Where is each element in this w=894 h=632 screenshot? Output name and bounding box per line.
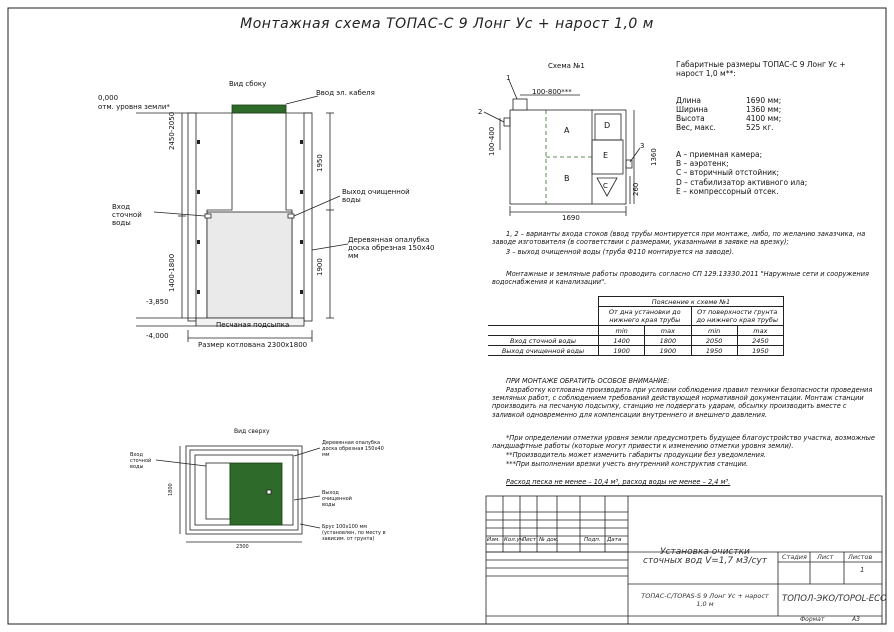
level-minus-3850: -3,850: [146, 298, 169, 306]
scheme1-dim-100-400: 100-400: [488, 126, 496, 156]
dim-length-value: 1690 мм;: [746, 96, 782, 105]
consumption-note: Расход песка не менее – 10,4 м³, расход воды не менее – 2,4 м³.: [506, 478, 731, 486]
table-min-1: min: [599, 326, 645, 336]
table-cell: 1900: [645, 346, 691, 356]
stamp-h-doc: № док.: [539, 537, 559, 543]
compartment-e: E: [603, 151, 609, 160]
top-formwork-label: Деревянная опалубка доска обрезная 150х40 мм: [322, 440, 384, 458]
stamp-h-izm: Изм.: [487, 537, 500, 543]
dim-height-label: Высота: [676, 114, 705, 123]
stamp-h-list: Лист: [522, 537, 536, 543]
side-inlet-label: Вход сточной воды: [112, 203, 142, 227]
scheme1-drawing: [484, 80, 640, 216]
table-row-inlet-name: Вход сточной воды: [488, 336, 599, 346]
compartment-c: C: [603, 182, 608, 190]
top-view-drawing: [156, 446, 320, 542]
table-cell: 1950: [691, 346, 737, 356]
footnote-ground-level: *При определении отметки уровня земли предусмотреть будущее благоустройство участка, возможные ландшафтные работы (которые могут привести к изменению отметки уровня земли).: [492, 434, 875, 451]
top-beam-label: Брус 100х100 мм (установлен, по месту в зависим. от грунта): [322, 524, 386, 542]
attention-heading: ПРИ МОНТАЖЕ ОБРАТИТЬ ОСОБОЕ ВНИМАНИЕ:: [506, 377, 670, 385]
scheme1-dim-1360: 1360: [650, 148, 658, 166]
dim-weight-label: Вес, макс.: [676, 123, 716, 132]
cable-entry-label: Ввод эл. кабеля: [316, 89, 375, 97]
stamp-sheets: Листов: [848, 553, 873, 561]
top-outlet-label: Выход очищенной воды: [322, 490, 352, 508]
dim-1900: 1900: [316, 258, 324, 276]
compartment-d: D: [604, 121, 611, 130]
compartment-a: A: [564, 126, 570, 135]
stamp-product: Установка очистки сточных вод V=1,7 м3/сут: [642, 547, 768, 566]
stamp-stage: Стадия: [782, 553, 807, 561]
stamp-sheets-value: 1: [860, 566, 865, 574]
top-inlet-label: Вход сточной воды: [130, 452, 152, 470]
table-col-bottom: От дна установки до нижнего края трубы: [599, 307, 692, 326]
table-caption: Пояснение к схеме №1: [599, 297, 784, 307]
scheme1-number-3: 3: [640, 142, 645, 150]
stamp-h-podp: Подп.: [584, 537, 601, 543]
compartment-legend: [676, 150, 807, 196]
scheme1-dim-100-800: 100-800***: [532, 88, 572, 96]
dim-1400: 1400-1800: [168, 253, 176, 292]
top-dim-2300: 2300: [236, 544, 249, 550]
note-outlet: 3 – выход очищенной воды (труба Ф110 монтируется на заводе).: [506, 248, 735, 256]
table-cell: 1900: [599, 346, 645, 356]
dim-weight-value: 525 кг.: [746, 123, 774, 132]
footnote-insertion: ***При выполнении врезки учесть внутренний конструктив станции.: [506, 460, 749, 468]
legend-item: В – аэротенк;: [676, 159, 729, 169]
stamp-format-label: Формат: [800, 616, 825, 623]
scheme1-number-2: 2: [478, 108, 483, 116]
sand-bed-label: Песчаная подсыпка: [216, 321, 290, 329]
pit-size-label: Размер котлована 2300х1800: [198, 341, 308, 349]
table-row-outlet-name: Выход очищенной воды: [488, 346, 599, 356]
stamp-company: ТОПОЛ-ЭКО/TOPOL-ECO: [782, 594, 887, 604]
compartment-b: B: [564, 174, 570, 183]
legend-item: А – приемная камера;: [676, 150, 763, 159]
dim-2450: 2450-2050: [168, 111, 176, 150]
table-col-surface: От поверхности грунта до нижнего края трубы: [691, 307, 784, 326]
legend-item: D – стабилизатор активного ила;: [676, 177, 808, 187]
scheme1-label: Схема №1: [548, 62, 585, 70]
stamp-h-date: Дата: [607, 537, 622, 543]
table-max-2: max: [737, 326, 783, 336]
table-cell: 1800: [645, 336, 691, 346]
level-zero: 0,000: [98, 94, 119, 102]
footnote-dimensions: **Производитель может изменить габариты продукции без уведомления.: [506, 451, 767, 459]
scheme1-dim-1690: 1690: [562, 214, 580, 222]
ground-level-label: отм. уровня земли*: [98, 103, 170, 111]
table-cell: 1950: [737, 346, 783, 356]
top-dim-1800: 1800: [168, 483, 174, 496]
legend-item: С – вторичный отстойник;: [676, 168, 780, 178]
stamp-sheet: Лист: [817, 553, 834, 561]
table-cell: 2050: [691, 336, 737, 346]
scheme1-table: [488, 296, 784, 356]
stamp-h-koluch: Кол.уч.: [504, 537, 525, 543]
dimensions-list: [676, 96, 781, 132]
dimensions-heading: Габаритные размеры ТОПАС-С 9 Лонг Ус + нарост 1,0 м**:: [676, 60, 846, 78]
side-outlet-label: Выход очищенной воды: [342, 188, 410, 204]
scheme1-number-1: 1: [506, 74, 511, 82]
stamp-model: ТОПАС-С/TOPAS-S 9 Лонг Ус + нарост 1,0 м: [641, 592, 769, 608]
drawing-title: Монтажная схема ТОПАС-С 9 Лонг Ус + нарост 1,0 м: [240, 16, 654, 32]
stamp-format-value: А3: [852, 616, 860, 623]
table-min-2: min: [691, 326, 737, 336]
legend-item: Е – компрессорный отсек.: [676, 186, 779, 196]
dim-length-label: Длина: [676, 96, 702, 105]
note-regulation: Монтажные и земляные работы проводить согласно СП 129.13330.2011 "Наружные сети и сооружения водоснабжения и канализации".: [492, 270, 869, 287]
scheme1-dim-260: 260: [632, 182, 640, 196]
note-inlet-variants: 1, 2 – варианты входа стоков (ввод трубы монтируется при монтаже, либо, по желанию заказчика, на заводе изготовителя (в соответствии с размерами, указанными в заявке на врезку);: [492, 230, 866, 247]
table-cell: 2450: [737, 336, 783, 346]
table-max-1: max: [645, 326, 691, 336]
table-cell: 1400: [599, 336, 645, 346]
dim-width-label: Ширина: [676, 105, 709, 114]
level-minus-4000: -4,000: [146, 332, 169, 340]
side-formwork-label: Деревянная опалубка доска обрезная 150х40 мм: [348, 236, 435, 260]
dim-1950: 1950: [316, 154, 324, 172]
dim-width-value: 1360 мм;: [746, 105, 782, 114]
dim-height-value: 4100 мм;: [746, 114, 782, 123]
side-view-label: Вид сбоку: [229, 80, 267, 88]
top-view-label: Вид сверху: [234, 428, 270, 435]
attention-body: Разработку котлована производить при условии соблюдения правил техники безопасности проведения земляных работ, с соблюдением требований действующей нормативной документации. Монтаж станции производить на песчаную подсыпку, станцию не подвергать ударам, обсыпку производить вместе с заливкой одновременно для компенсации внутреннего и внешнего давления.: [492, 386, 873, 419]
